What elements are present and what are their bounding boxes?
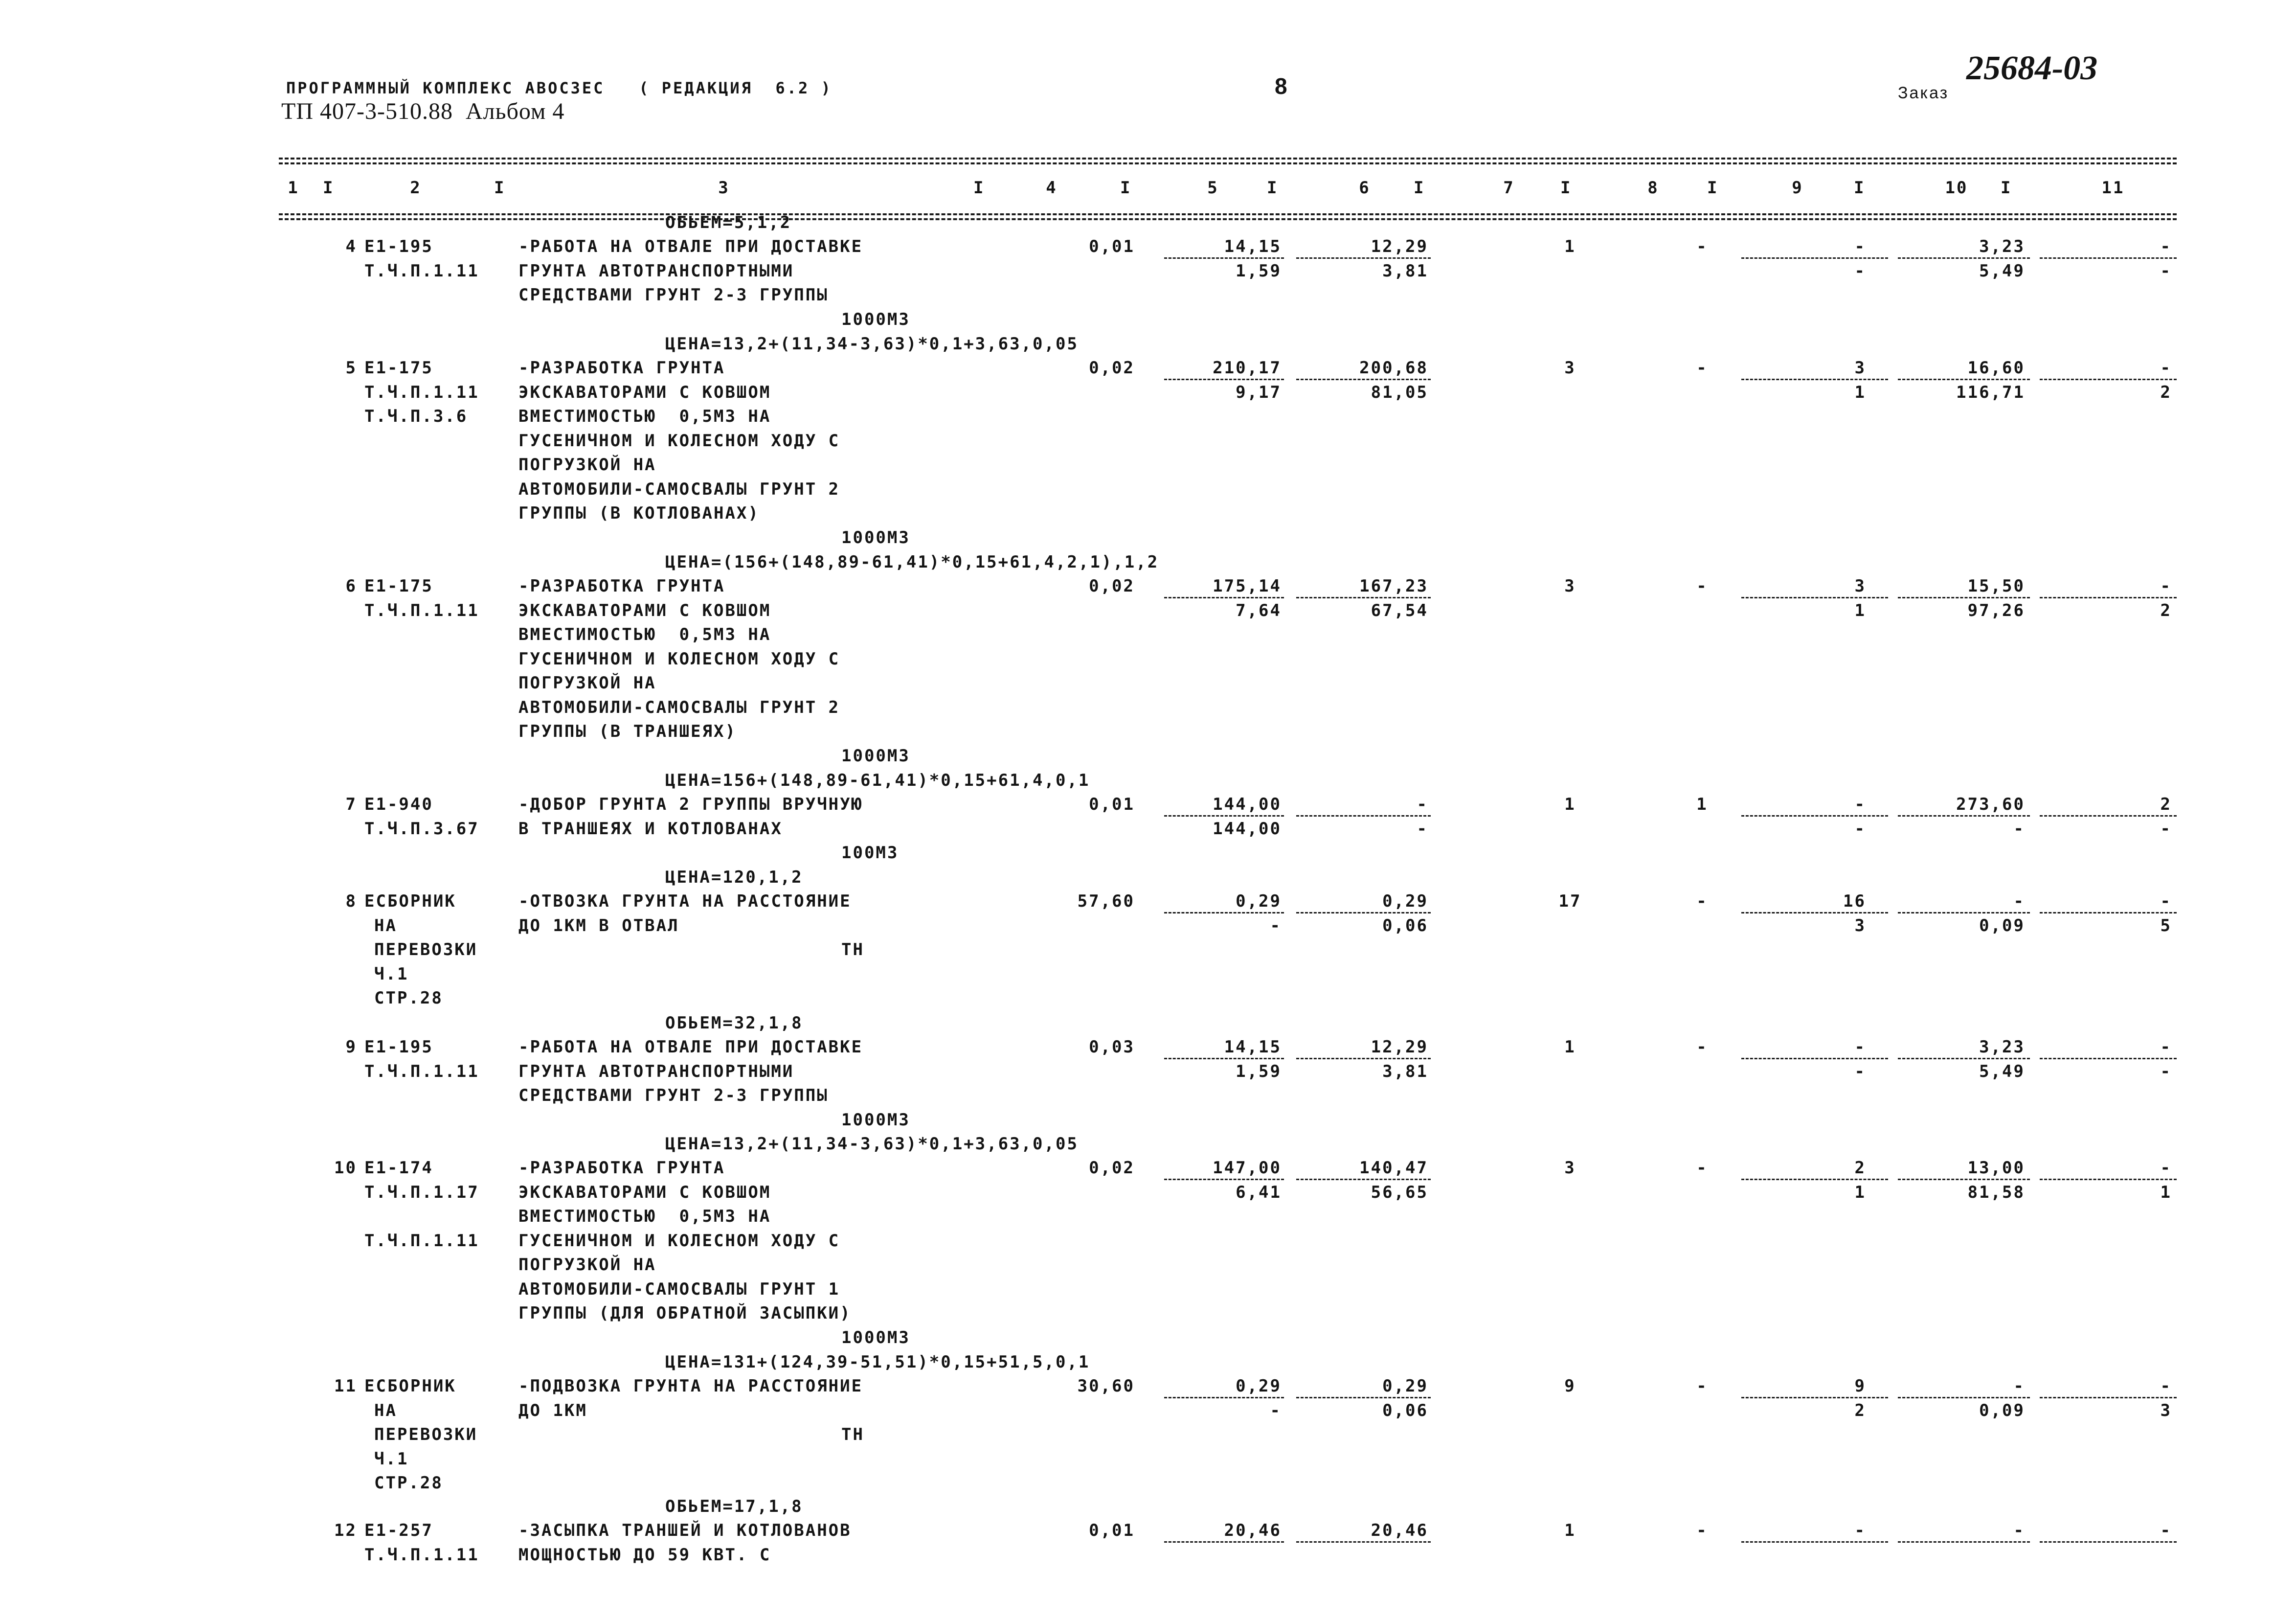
cell-c9-b: 2 <box>1854 1400 1866 1420</box>
cell-c11: - <box>2160 891 2172 911</box>
row-number: 10 <box>334 1158 357 1178</box>
cell-total-cost: - <box>1417 795 1428 814</box>
row-code-line: НА <box>374 1400 397 1420</box>
cell-unit-cost: 175,14 <box>1213 576 1282 596</box>
subtotal-rule <box>1164 257 1284 259</box>
subtotal-rule <box>1898 815 2030 817</box>
column-header-3: 3 <box>718 178 730 198</box>
cell-total-cost: 0,29 <box>1382 891 1428 911</box>
row-code-line: НА <box>374 915 397 935</box>
row-description-line: ГРУНТА АВТОТРАНСПОРТНЫМИ <box>518 1061 794 1081</box>
row-description-line: ГУСЕНИЧНОМ И КОЛЕСНОМ ХОДУ С <box>518 649 840 669</box>
subtotal-rule <box>1296 257 1431 259</box>
row-description-line: АВТОМОБИЛИ-САМОСВАЛЫ ГРУНТ 2 <box>518 697 840 717</box>
cell-c7: 1 <box>1564 795 1576 814</box>
row-description-line: -РАЗРАБОТКА ГРУНТА <box>518 1158 725 1178</box>
row-description-line: -ОТВОЗКА ГРУНТА НА РАССТОЯНИЕ <box>518 891 852 911</box>
row-description-line: ЭКСКАВАТОРАМИ С КОВШОМ <box>518 1182 771 1202</box>
row-code-line: СТР.28 <box>374 1473 443 1493</box>
cell-unit-cost: 144,00 <box>1213 795 1282 814</box>
subtotal-rule <box>1741 1397 1888 1398</box>
subtotal-rule <box>1898 1541 2030 1543</box>
row-number: 5 <box>345 358 357 378</box>
order-label: Заказ <box>1898 84 1949 102</box>
row-description-line: -РАБОТА НА ОТВАЛЕ ПРИ ДОСТАВКЕ <box>518 237 863 256</box>
column-separator: I <box>1707 178 1719 198</box>
cell-unit-cost: 0,29 <box>1236 1376 1282 1396</box>
cell-total-cost: 200,68 <box>1359 358 1428 378</box>
row-unit: 100М3 <box>841 843 899 863</box>
column-header-5: 5 <box>1207 178 1219 198</box>
cell-c10: 15,50 <box>1967 576 2025 596</box>
row-code-line: Е1-175 <box>364 576 433 596</box>
cell-c11: 2 <box>2160 795 2172 814</box>
row-code-line: Е1-940 <box>364 795 433 814</box>
cell-c9-b: 1 <box>1854 600 1866 620</box>
cell-c9-b: 1 <box>1854 1182 1866 1202</box>
row-description-line: ГРУНТА АВТОТРАНСПОРТНЫМИ <box>518 261 794 281</box>
row-description-line: СРЕДСТВАМИ ГРУНТ 2-3 ГРУППЫ <box>518 1086 829 1105</box>
cell-c9-b: - <box>1854 1061 1866 1081</box>
cell-c11-b: 2 <box>2160 600 2172 620</box>
cell-total-cost: 12,29 <box>1371 1037 1428 1057</box>
row-formula: ОБЬЕМ=5,1,2 <box>665 212 792 232</box>
subtotal-rule <box>1898 379 2030 380</box>
row-description-line: -РАБОТА НА ОТВАЛЕ ПРИ ДОСТАВКЕ <box>518 1037 863 1057</box>
cell-total-cost: 167,23 <box>1359 576 1428 596</box>
row-unit: 1000М3 <box>841 1327 910 1347</box>
subtotal-rule <box>1296 815 1431 817</box>
row-description-line: ВМЕСТИМОСТЬЮ 0,5М3 НА <box>518 407 771 426</box>
cell-c9: 3 <box>1854 576 1866 596</box>
subtotal-rule <box>1296 1058 1431 1059</box>
row-unit: 1000М3 <box>841 746 910 766</box>
cell-c8: 1 <box>1696 795 1708 814</box>
row-description-line: ВМЕСТИМОСТЬЮ 0,5М3 НА <box>518 1207 771 1226</box>
subtotal-rule <box>2040 379 2177 380</box>
subtotal-rule <box>1296 1541 1431 1543</box>
column-separator: I <box>1414 178 1425 198</box>
row-code-line: Е1-195 <box>364 237 433 256</box>
cell-c10: - <box>2013 1376 2025 1396</box>
row-description-line: ГРУППЫ (В КОТЛОВАНАХ) <box>518 503 760 523</box>
cell-total-cost-wages: 0,06 <box>1382 915 1428 935</box>
page-number: 8 <box>1275 73 1289 99</box>
cell-c8: - <box>1696 237 1708 256</box>
cell-c11-b: 5 <box>2160 915 2172 935</box>
cell-c9-b: 1 <box>1854 382 1866 402</box>
column-separator: I <box>494 178 506 198</box>
cell-c10-b: 116,71 <box>1956 382 2025 402</box>
subtotal-rule <box>1296 379 1431 380</box>
cell-c11-b: 3 <box>2160 1400 2172 1420</box>
cell-c11-b: - <box>2160 1061 2172 1081</box>
column-header-1: 1 <box>288 178 299 198</box>
cell-total-cost: 12,29 <box>1371 237 1428 256</box>
row-unit: ТН <box>841 1425 864 1444</box>
cell-unit-cost-wages: 1,59 <box>1236 1061 1282 1081</box>
row-number: 11 <box>334 1376 357 1396</box>
cell-c10: - <box>2013 1521 2025 1540</box>
cell-qty: 57,60 <box>1077 891 1135 911</box>
subtotal-rule <box>1164 1397 1284 1398</box>
column-header-7: 7 <box>1503 178 1515 198</box>
cell-unit-cost-wages: 9,17 <box>1236 382 1282 402</box>
row-number: 6 <box>345 576 357 596</box>
cell-total-cost: 140,47 <box>1359 1158 1428 1178</box>
cell-c10-b: 81,58 <box>1967 1182 2025 1202</box>
row-formula: ЦЕНА=13,2+(11,34-3,63)*0,1+3,63,0,05 <box>665 334 1079 354</box>
cell-c11-b: 1 <box>2160 1182 2172 1202</box>
subtotal-rule <box>1296 1179 1431 1180</box>
subtotal-rule <box>2040 912 2177 913</box>
row-description-line: ГРУППЫ (ДЛЯ ОБРАТНОЙ ЗАСЫПКИ) <box>518 1303 852 1323</box>
cell-c8: - <box>1696 891 1708 911</box>
cell-c9: 16 <box>1843 891 1866 911</box>
row-description-line: ДО 1КМ В ОТВАЛ <box>518 915 679 935</box>
cell-c9: - <box>1854 237 1866 256</box>
cell-qty: 0,01 <box>1089 795 1135 814</box>
cell-total-cost-wages: - <box>1417 819 1428 839</box>
cell-c10: 16,60 <box>1967 358 2025 378</box>
subtotal-rule <box>1296 1397 1431 1398</box>
cell-qty: 0,02 <box>1089 358 1135 378</box>
header-rule-top-2 <box>279 162 2177 164</box>
cell-qty: 0,02 <box>1089 576 1135 596</box>
cell-c9: 9 <box>1854 1376 1866 1396</box>
subtotal-rule <box>1898 912 2030 913</box>
cell-qty: 0,01 <box>1089 1521 1135 1540</box>
subtotal-rule <box>2040 815 2177 817</box>
row-description-line: -ДОБОР ГРУНТА 2 ГРУППЫ ВРУЧНУЮ <box>518 795 863 814</box>
cell-unit-cost: 210,17 <box>1213 358 1282 378</box>
row-code-line: ПЕРЕВОЗКИ <box>374 1425 478 1444</box>
cell-c10-b: 5,49 <box>1979 261 2025 281</box>
column-separator: I <box>973 178 985 198</box>
cell-c7: 3 <box>1564 576 1576 596</box>
cell-unit-cost-wages: 144,00 <box>1213 819 1282 839</box>
cell-c11: - <box>2160 1037 2172 1057</box>
row-code-line: Е1-174 <box>364 1158 433 1178</box>
subtotal-rule <box>1164 1179 1284 1180</box>
subtotal-rule <box>2040 597 2177 598</box>
cell-c9: 3 <box>1854 358 1866 378</box>
row-code-line: Т.Ч.П.1.11 <box>364 382 479 402</box>
row-code-line: Т.Ч.П.1.17 <box>364 1182 479 1202</box>
row-unit: 1000М3 <box>841 309 910 329</box>
cell-c11: - <box>2160 1376 2172 1396</box>
cell-unit-cost-wages: - <box>1270 915 1282 935</box>
row-formula: ЦЕНА=120,1,2 <box>665 867 803 887</box>
column-separator: I <box>1267 178 1279 198</box>
subtotal-rule <box>1164 1541 1284 1543</box>
cell-total-cost-wages: 3,81 <box>1382 1061 1428 1081</box>
row-number: 8 <box>345 891 357 911</box>
subtotal-rule <box>1898 1179 2030 1180</box>
cell-total-cost-wages: 67,54 <box>1371 600 1428 620</box>
row-description-line: -РАЗРАБОТКА ГРУНТА <box>518 576 725 596</box>
row-description-line: В ТРАНШЕЯХ И КОТЛОВАНАХ <box>518 819 783 839</box>
row-code-line: Е1-175 <box>364 358 433 378</box>
subtotal-rule <box>1898 1058 2030 1059</box>
row-unit: ТН <box>841 940 864 959</box>
subtotal-rule <box>2040 1397 2177 1398</box>
cell-c8: - <box>1696 576 1708 596</box>
column-header-11: 11 <box>2101 178 2125 198</box>
subtotal-rule <box>1898 257 2030 259</box>
cell-c7: 1 <box>1564 1521 1576 1540</box>
cell-c7: 3 <box>1564 1158 1576 1178</box>
cell-unit-cost-wages: - <box>1270 1400 1282 1420</box>
row-code-line: Е1-195 <box>364 1037 433 1057</box>
column-separator: I <box>1854 178 1866 198</box>
cell-c10: 13,00 <box>1967 1158 2025 1178</box>
cell-c7: 1 <box>1564 237 1576 256</box>
row-unit: 1000М3 <box>841 1110 910 1130</box>
row-description-line: МОЩНОСТЬЮ ДО 59 КВТ. С <box>518 1545 771 1565</box>
row-description-line: ПОГРУЗКОЙ НА <box>518 455 656 475</box>
cell-c9: - <box>1854 1037 1866 1057</box>
row-code-line: Т.Ч.П.1.11 <box>364 600 479 620</box>
cell-c9: - <box>1854 795 1866 814</box>
cell-c10-b: 97,26 <box>1967 600 2025 620</box>
order-number: 25684-03 <box>1966 49 2098 87</box>
row-formula: ЦЕНА=(156+(148,89-61,41)*0,15+61,4,2,1),1,2 <box>665 552 1159 572</box>
cell-c10-b: 0,09 <box>1979 915 2025 935</box>
row-description-line: АВТОМОБИЛИ-САМОСВАЛЫ ГРУНТ 2 <box>518 479 840 499</box>
cell-c10: 3,23 <box>1979 1037 2025 1057</box>
cell-c10-b: 5,49 <box>1979 1061 2025 1081</box>
cell-c7: 9 <box>1564 1376 1576 1396</box>
row-description-line: -ПОДВОЗКА ГРУНТА НА РАССТОЯНИЕ <box>518 1376 863 1396</box>
cell-unit-cost: 0,29 <box>1236 891 1282 911</box>
column-separator: I <box>1560 178 1572 198</box>
subtotal-rule <box>1741 257 1888 259</box>
row-code-line: Т.Ч.П.1.11 <box>364 1061 479 1081</box>
column-header-9: 9 <box>1792 178 1803 198</box>
cell-qty: 0,03 <box>1089 1037 1135 1057</box>
cell-unit-cost-wages: 7,64 <box>1236 600 1282 620</box>
row-code-line: Ч.1 <box>374 964 409 984</box>
column-separator: I <box>1120 178 1132 198</box>
cell-c10: - <box>2013 891 2025 911</box>
row-description-line: АВТОМОБИЛИ-САМОСВАЛЫ ГРУНТ 1 <box>518 1279 840 1299</box>
cell-c8: - <box>1696 1521 1708 1540</box>
subtotal-rule <box>1296 912 1431 913</box>
subtotal-rule <box>1741 1058 1888 1059</box>
row-code-line: Т.Ч.П.3.6 <box>364 407 468 426</box>
cell-c7: 17 <box>1558 891 1582 911</box>
subtotal-rule <box>1164 912 1284 913</box>
cell-c11: - <box>2160 358 2172 378</box>
cell-unit-cost-wages: 6,41 <box>1236 1182 1282 1202</box>
row-description-line: СРЕДСТВАМИ ГРУНТ 2-3 ГРУППЫ <box>518 285 829 305</box>
cell-total-cost-wages: 81,05 <box>1371 382 1428 402</box>
column-separator: I <box>2001 178 2012 198</box>
subtotal-rule <box>2040 257 2177 259</box>
row-formula: ЦЕНА=13,2+(11,34-3,63)*0,1+3,63,0,05 <box>665 1134 1079 1154</box>
cell-c11-b: - <box>2160 261 2172 281</box>
cell-unit-cost-wages: 1,59 <box>1236 261 1282 281</box>
row-description-line: ЭКСКАВАТОРАМИ С КОВШОМ <box>518 600 771 620</box>
row-description-line: ЭКСКАВАТОРАМИ С КОВШОМ <box>518 382 771 402</box>
subtotal-rule <box>1898 597 2030 598</box>
cell-qty: 0,02 <box>1089 1158 1135 1178</box>
cell-c7: 3 <box>1564 358 1576 378</box>
cell-qty: 0,01 <box>1089 237 1135 256</box>
subtotal-rule <box>1898 1397 2030 1398</box>
cell-c9: 2 <box>1854 1158 1866 1178</box>
row-description-line: ГРУППЫ (В ТРАНШЕЯХ) <box>518 722 737 741</box>
cell-unit-cost: 14,15 <box>1224 237 1282 256</box>
subtotal-rule <box>2040 1058 2177 1059</box>
header-rule-bottom <box>279 213 2177 215</box>
cell-c8: - <box>1696 1158 1708 1178</box>
row-number: 9 <box>345 1037 357 1057</box>
row-description-line: ВМЕСТИМОСТЬЮ 0,5М3 НА <box>518 625 771 644</box>
cell-c9-b: - <box>1854 819 1866 839</box>
header-rule-top <box>279 158 2177 160</box>
column-header-6: 6 <box>1359 178 1371 198</box>
cell-c8: - <box>1696 1376 1708 1396</box>
row-code-line: Т.Ч.П.1.11 <box>364 261 479 281</box>
row-description-line: -ЗАСЫПКА ТРАНШЕЙ И КОТЛОВАНОВ <box>518 1521 852 1540</box>
row-code-line: Т.Ч.П.1.11 <box>364 1545 479 1565</box>
cell-c8: - <box>1696 1037 1708 1057</box>
row-description-line: ГУСЕНИЧНОМ И КОЛЕСНОМ ХОДУ С <box>518 1231 840 1251</box>
row-formula: ЦЕНА=156+(148,89-61,41)*0,15+61,4,0,1 <box>665 770 1090 790</box>
subtotal-rule <box>1741 912 1888 913</box>
column-separator: I <box>323 178 335 198</box>
column-header-10: 10 <box>1945 178 1968 198</box>
subtotal-rule <box>1741 815 1888 817</box>
cell-c11: - <box>2160 1158 2172 1178</box>
cell-c9: - <box>1854 1521 1866 1540</box>
header-rule-bottom-2 <box>279 218 2177 220</box>
cell-unit-cost: 14,15 <box>1224 1037 1282 1057</box>
cell-unit-cost: 20,46 <box>1224 1521 1282 1540</box>
row-code-line: ЕСБОРНИК <box>364 891 456 911</box>
row-formula: ЦЕНА=131+(124,39-51,51)*0,15+51,5,0,1 <box>665 1352 1090 1372</box>
row-description-line: ПОГРУЗКОЙ НА <box>518 1255 656 1275</box>
column-header-8: 8 <box>1647 178 1659 198</box>
row-code-line: СТР.28 <box>374 988 443 1008</box>
row-number: 12 <box>334 1521 357 1540</box>
project-title: ТП 407-3-510.88 Альбом 4 <box>281 98 565 124</box>
row-unit: 1000М3 <box>841 527 910 548</box>
cell-c10-b: - <box>2013 819 2025 839</box>
cell-c11-b: - <box>2160 819 2172 839</box>
subtotal-rule <box>1741 1179 1888 1180</box>
subtotal-rule <box>1296 597 1431 598</box>
cell-c11: - <box>2160 237 2172 256</box>
cell-c9-b: 3 <box>1854 915 1866 935</box>
cell-total-cost: 0,29 <box>1382 1376 1428 1396</box>
subtotal-rule <box>2040 1179 2177 1180</box>
cell-c11: - <box>2160 576 2172 596</box>
subtotal-rule <box>1741 379 1888 380</box>
cell-c8: - <box>1696 358 1708 378</box>
cell-total-cost-wages: 56,65 <box>1371 1182 1428 1202</box>
subtotal-rule <box>2040 1541 2177 1543</box>
subtotal-rule <box>1741 1541 1888 1543</box>
row-code-line: Т.Ч.П.1.11 <box>364 1231 479 1251</box>
row-description-line: ДО 1КМ <box>518 1400 587 1420</box>
cell-c10-b: 0,09 <box>1979 1400 2025 1420</box>
row-code-line: Е1-257 <box>364 1521 433 1540</box>
row-number: 7 <box>345 795 357 814</box>
row-code-line: ЕСБОРНИК <box>364 1376 456 1396</box>
row-code-line: ПЕРЕВОЗКИ <box>374 940 478 959</box>
cell-unit-cost: 147,00 <box>1213 1158 1282 1178</box>
cell-c7: 1 <box>1564 1037 1576 1057</box>
row-formula: ОБЬЕМ=32,1,8 <box>665 1013 803 1033</box>
cell-c9-b: - <box>1854 261 1866 281</box>
row-number: 4 <box>345 237 357 256</box>
subtotal-rule <box>1741 597 1888 598</box>
cell-c10: 273,60 <box>1956 795 2025 814</box>
program-title: ПРОГРАММНЫЙ КОМПЛЕКС АВОСЗЕС ( РЕДАКЦИЯ 6.2 ) <box>286 79 833 97</box>
subtotal-rule <box>1164 379 1284 380</box>
cell-c11-b: 2 <box>2160 382 2172 402</box>
subtotal-rule <box>1164 815 1284 817</box>
subtotal-rule <box>1164 1058 1284 1059</box>
cell-total-cost-wages: 3,81 <box>1382 261 1428 281</box>
row-formula: ОБЬЕМ=17,1,8 <box>665 1496 803 1516</box>
column-header-2: 2 <box>410 178 422 198</box>
subtotal-rule <box>1164 597 1284 598</box>
row-code-line: Т.Ч.П.3.67 <box>364 819 479 839</box>
row-description-line: -РАЗРАБОТКА ГРУНТА <box>518 358 725 378</box>
row-code-line: Ч.1 <box>374 1449 409 1469</box>
cell-qty: 30,60 <box>1077 1376 1135 1396</box>
cell-total-cost: 20,46 <box>1371 1521 1428 1540</box>
row-description-line: ГУСЕНИЧНОМ И КОЛЕСНОМ ХОДУ С <box>518 431 840 451</box>
cell-c11: - <box>2160 1521 2172 1540</box>
cell-total-cost-wages: 0,06 <box>1382 1400 1428 1420</box>
cell-c10: 3,23 <box>1979 237 2025 256</box>
column-header-4: 4 <box>1046 178 1058 198</box>
row-description-line: ПОГРУЗКОЙ НА <box>518 673 656 693</box>
